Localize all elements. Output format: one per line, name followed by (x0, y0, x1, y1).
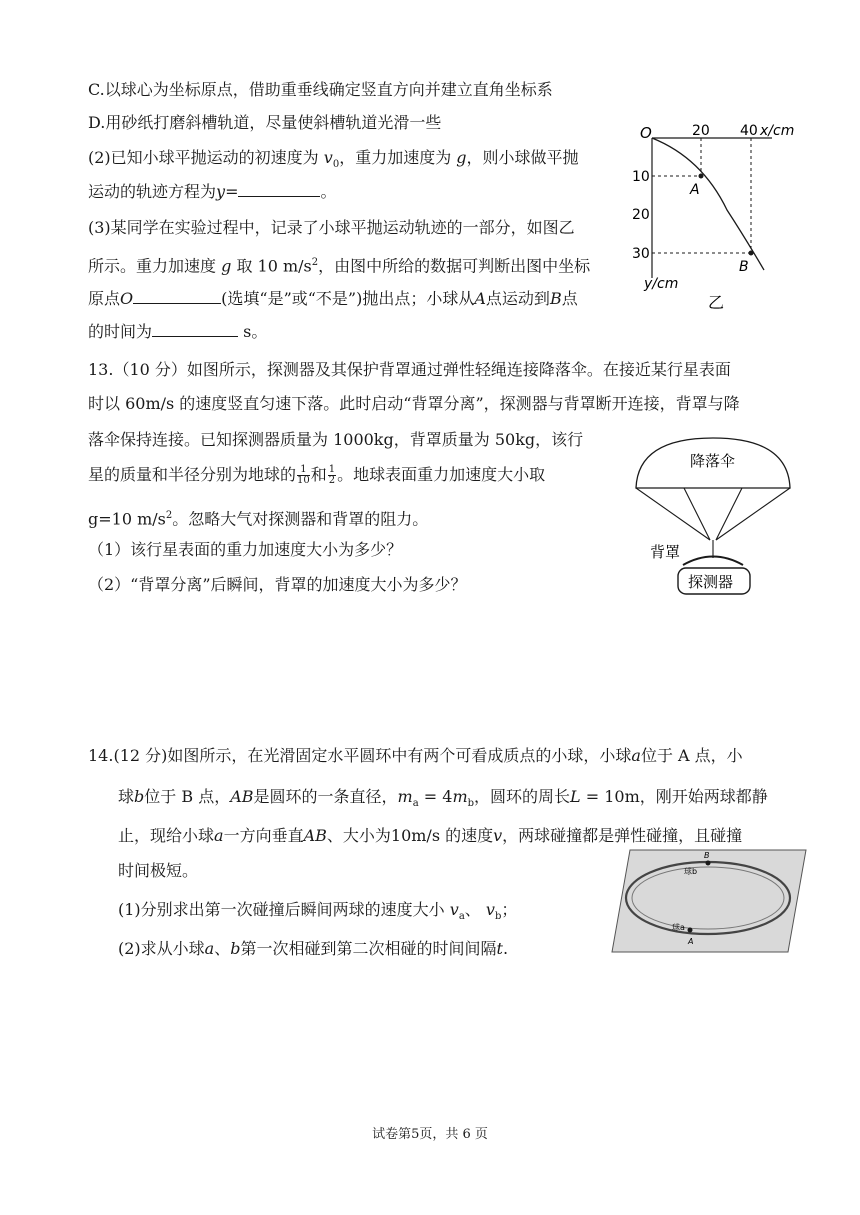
suspension-line (684, 488, 710, 540)
q12-part2-line2: 运动的轨迹方程为y= 。 (88, 182, 337, 201)
q12-part3-line2: 所示。重力加速度 g 取 10 $m/s^2$，由图中所给的数据可判断出图中坐标 (88, 256, 591, 276)
q13-line2: 时以 60m/s 的速度竖直匀速下落。此时启动“背罩分离”，探测器与背罩断开连接，背罩与降 (88, 394, 740, 413)
q12-part3-line1: (3)某同学在实验过程中，记录了小球平抛运动轨迹的一部分，如图乙 (88, 218, 575, 237)
point-b-label: B (739, 259, 749, 275)
page-footer: 试卷第5页，共 6 页 (372, 1127, 488, 1142)
q13-line1: 13.（10 分）如图所示，探测器及其保护背罩通过弹性轻绳连接降落伞。在接近某行星表面 (88, 360, 731, 379)
figure-caption: 乙 (708, 293, 725, 312)
point-b-dot (749, 251, 754, 256)
fraction-one-tenth: $\frac{1}{10}$ (297, 464, 310, 486)
q13-line3: 落伞保持连接。已知探测器质量为 1000kg，背罩质量为 50kg，该行 (88, 430, 584, 449)
q14-line3: 止，现给小球a一方向垂直AB、大小为10m/s 的速度v，两球碰撞都是弹性碰撞，且碰撞 (118, 826, 743, 845)
origin-label: O (640, 124, 652, 142)
q13-sub1: （1）该行星表面的重力加速度大小为多少？ (88, 540, 403, 559)
point-a-label: A (690, 182, 700, 198)
y-tick-label: 20 (632, 207, 650, 223)
y-tick-label: 10 (632, 169, 650, 185)
ball-a-dot (688, 928, 693, 933)
y-axis-label: y/cm (644, 276, 679, 292)
figure-yi-trajectory (622, 118, 822, 318)
point-a-label: A (688, 937, 694, 946)
point-b-label: B (704, 851, 710, 860)
q14-sub2: (2)求从小球a、b第一次相碰到第二次相碰的时间间隔t. (118, 939, 509, 958)
ball-b-label: 球b (684, 867, 698, 876)
figure-ring (610, 848, 808, 954)
q14-line2: 球b位于 B 点，AB是圆环的一条直径，$m_a = 4m_b$，圆环的周长L = 10m，刚开始两球都静 (118, 787, 768, 810)
ball-b-dot (706, 861, 711, 866)
x-tick-label: 40 (740, 123, 758, 139)
q14-line4: 时间极短。 (118, 861, 199, 880)
y-tick-label: 30 (632, 246, 650, 262)
ball-a-label: 球a (672, 923, 685, 932)
x-tick-label: 20 (692, 123, 710, 139)
q12-part3-line4: 的时间为 s。 (88, 322, 268, 341)
q12-part3-line3: 原点O (选填“是”或“不是”)抛出点；小球从A点运动到B点 (88, 289, 578, 308)
q13-sub2: （2）“背罩分离”后瞬间，背罩的加速度大小为多少？ (88, 575, 467, 594)
x-axis-label: x/cm (760, 123, 795, 139)
point-a-dot (699, 174, 704, 179)
suspension-line (636, 488, 710, 540)
q12-option-c: C.以球心为坐标原点，借助重垂线确定竖直方向并建立直角坐标系 (88, 80, 553, 99)
q13-line5: g=10 $m/s^2$。忽略大气对探测器和背罩的阻力。 (88, 509, 429, 529)
probe-label: 探测器 (688, 573, 734, 591)
back-shield-label: 背罩 (650, 543, 681, 561)
answer-blank[interactable] (152, 322, 238, 337)
q14-sub1: (1)分别求出第一次碰撞后瞬间两球的速度大小 $v_a$、 $v_b$； (118, 900, 518, 923)
table-surface (612, 850, 806, 952)
q14-line1: 14.(12 分)如图所示，在光滑固定水平圆环中有两个可看成质点的小球，小球a位于 A 点，小 (88, 746, 743, 765)
q12-option-d: D.用砂纸打磨斜槽轨道，尽量使斜槽轨道光滑一些 (88, 113, 442, 132)
trajectory-curve (652, 138, 764, 270)
q12-part2-line1: (2)已知小球平抛运动的初速度为 $v_0$，重力加速度为 g，则小球做平抛 (88, 148, 579, 171)
figure-parachute (628, 430, 798, 600)
q13-line4: 星的质量和半径分别为地球的 $\frac{1}{10}$ 和 $\frac{1}{2}$ 。地球表面重力加速度大小取 (88, 464, 546, 486)
answer-blank[interactable] (238, 182, 320, 197)
parachute-label: 降落伞 (690, 452, 736, 470)
suspension-line (716, 488, 790, 540)
fraction-one-half: $\frac{1}{2}$ (328, 464, 336, 486)
suspension-line (716, 488, 742, 540)
answer-blank[interactable] (133, 289, 221, 304)
